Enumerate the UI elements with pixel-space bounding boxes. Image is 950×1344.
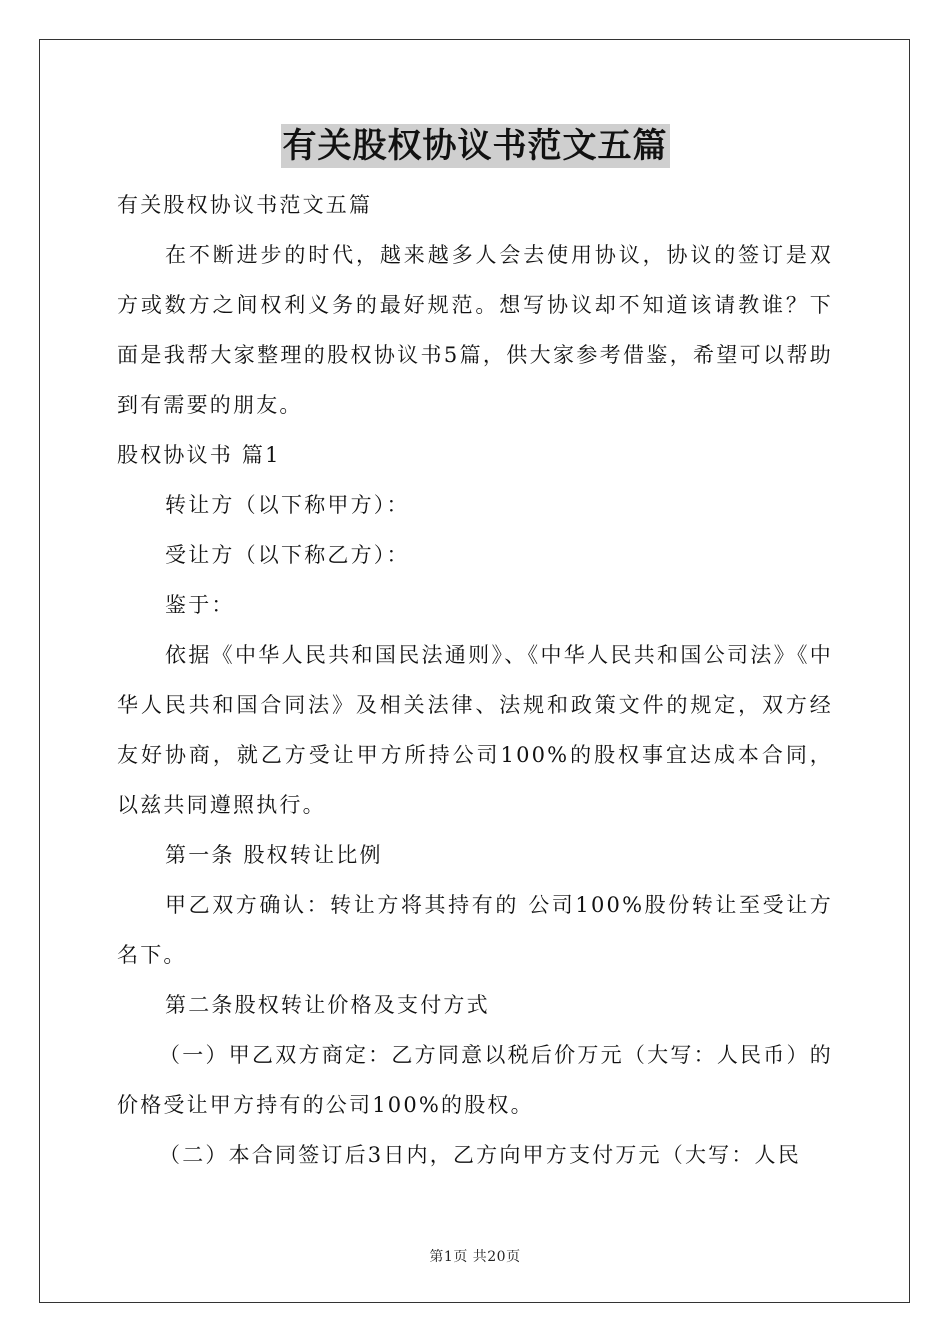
section-heading: 股权协议书 篇1 (117, 443, 281, 467)
transferor-line: 转让方（以下称甲方）： (165, 493, 410, 517)
article-one-paragraph: 甲乙双方确认：转让方将其持有的 公司100%股份转让至受让方名下。 (117, 893, 833, 967)
legal-basis-paragraph: 依据《中华人民共和国民法通则》、《中华人民共和国公司法》《中华人民共和国合同法》及相关法律、法规和政策文件的规定，双方经友好协商，就乙方受让甲方所持公司100%的股权事宜达成本合同，以兹共同遵照执行。 (117, 643, 833, 817)
article-two-heading: 第二条股权转让价格及支付方式 (165, 993, 490, 1017)
article-two-clause-two: （二）本合同签订后3日内，乙方向甲方支付万元（大写：人民 (159, 1143, 801, 1167)
subtitle-paragraph: 有关股权协议书范文五篇 (117, 193, 373, 217)
whereas-line: 鉴于： (165, 593, 235, 617)
title-container (0, 124, 950, 168)
document-title: 有关股权协议书范文五篇 (282, 126, 668, 166)
transferee-line: 受让方（以下称乙方）： (165, 543, 410, 567)
article-two-clause-one: （一）甲乙双方商定：乙方同意以税后价万元（大写：人民币）的价格受让甲方持有的公司100%的股权。 (117, 1043, 833, 1117)
document-body (117, 180, 833, 1180)
article-one-heading: 第一条 股权转让比例 (165, 843, 383, 867)
page-footer: 第1页 共20页 (429, 1249, 521, 1265)
intro-paragraph: 在不断进步的时代，越来越多人会去使用协议，协议的签订是双方或数方之间权利义务的最好规范。想写协议却不知道该请教谁？下面是我帮大家整理的股权协议书5篇，供大家参考借鉴，希望可以帮助到有需要的朋友。 (117, 243, 833, 417)
